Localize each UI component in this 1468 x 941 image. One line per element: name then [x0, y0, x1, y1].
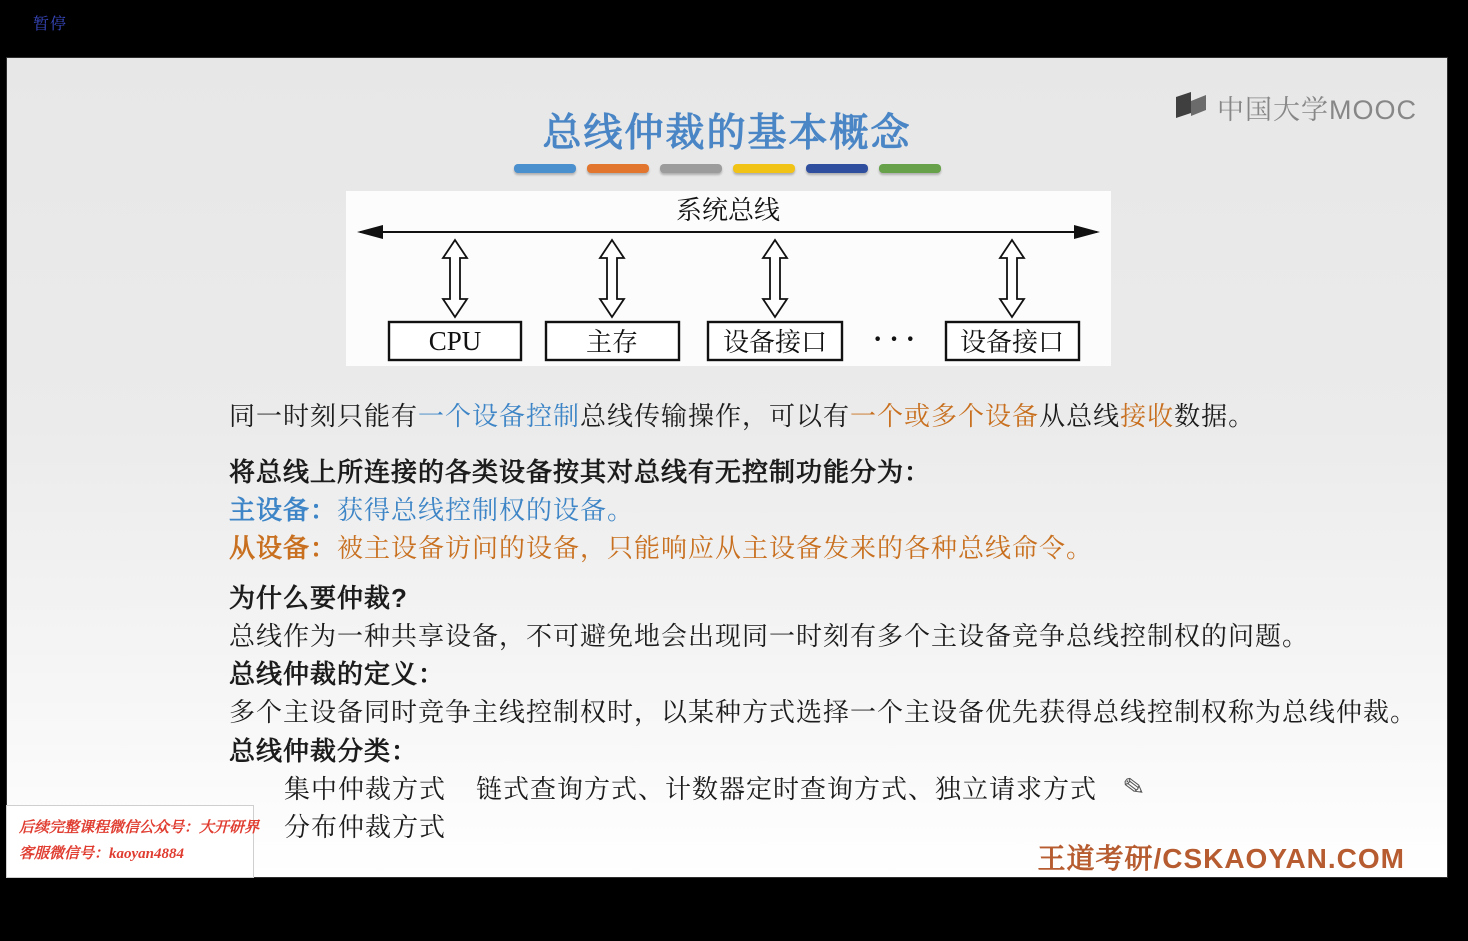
intro-sentence: [229, 396, 1255, 433]
master-device-line: [229, 490, 634, 527]
category-heading: 总线仲裁分类：: [229, 736, 419, 766]
accent-bar-green: [879, 164, 941, 173]
io-interface-box-label-2: 设备接口: [959, 328, 1065, 357]
slide-title: 总线仲裁的基本概念: [542, 112, 912, 155]
master-device-label: 主设备：: [229, 495, 338, 525]
slave-device-body: 被主设备访问的设备，只能响应从主设备发来的各种总线命令。: [337, 533, 1094, 563]
slave-device-label: 从设备：: [229, 533, 338, 563]
io-interface-box-label-1: 设备接口: [722, 328, 828, 357]
cpu-box-label: CPU: [428, 326, 482, 356]
bus-diagram: [346, 191, 1111, 366]
slave-device-line: [229, 528, 1093, 565]
intro-seg-blue: 一个设备控制: [418, 401, 581, 431]
vertical-double-arrows: [443, 240, 1024, 317]
category-centralized-types: 链式查询方式、计数器定时查询方式、独立请求方式: [476, 774, 1098, 804]
open-book-icon: [1174, 91, 1208, 124]
why-arbitration-heading: 为什么要仲裁?: [229, 583, 408, 613]
accent-bar-navy: [806, 164, 868, 173]
classification-heading: 将总线上所连接的各类设备按其对总线有无控制功能分为：: [229, 457, 932, 487]
intro-seg-black-2: 总线传输操作，可以有: [580, 401, 851, 431]
title-accent-bars: [7, 164, 1447, 173]
lecture-slide: [6, 57, 1448, 878]
why-arbitration-body: 总线作为一种共享设备，不可避免地会出现同一时刻有多个主设备竞争总线控制权的问题。: [229, 621, 1310, 651]
pause-overlay-label[interactable]: 暂停: [33, 16, 68, 33]
watermark-box: [6, 805, 260, 878]
accent-bar-orange: [587, 164, 649, 173]
footer-brand: 王道考研/CSKAOYAN.COM: [1037, 843, 1405, 874]
intro-seg-black-4: 数据。: [1174, 401, 1256, 431]
master-device-body: 获得总线控制权的设备。: [337, 495, 635, 525]
accent-bar-gray: [660, 164, 722, 173]
mooc-logo-text: 中国大学MOOC: [1217, 95, 1417, 125]
intro-seg-black-3: 从总线: [1039, 401, 1121, 431]
memory-box-label: 主存: [585, 328, 639, 357]
watermark-line-1: 后续完整课程微信公众号：大开研界: [19, 820, 260, 836]
intro-seg-orange-2: 接收: [1120, 401, 1175, 431]
accent-bar-blue: [514, 164, 576, 173]
accent-bar-yellow: [733, 164, 795, 173]
category-centralized-line: [284, 769, 1097, 806]
intro-seg-orange-1: 一个或多个设备: [850, 401, 1040, 431]
category-distributed-line: 分布仲裁方式: [284, 812, 447, 842]
category-centralized-label: 集中仲裁方式: [284, 774, 447, 804]
pencil-cursor-icon: ✎: [1120, 770, 1147, 804]
system-bus-label: 系统总线: [675, 196, 781, 225]
watermark-line-2: 客服微信号：kaoyan4884: [19, 846, 185, 863]
definition-heading: 总线仲裁的定义：: [229, 659, 446, 689]
bus-line-arrow: [357, 225, 1100, 239]
intro-seg-black-1: 同一时刻只能有: [229, 401, 419, 431]
mooc-logo: [1174, 88, 1417, 127]
definition-body: 多个主设备同时竞争主线控制权时，以某种方式选择一个主设备优先获得总线控制权称为总线仲裁。: [229, 697, 1418, 727]
ellipsis-dots: · · ·: [872, 324, 916, 355]
